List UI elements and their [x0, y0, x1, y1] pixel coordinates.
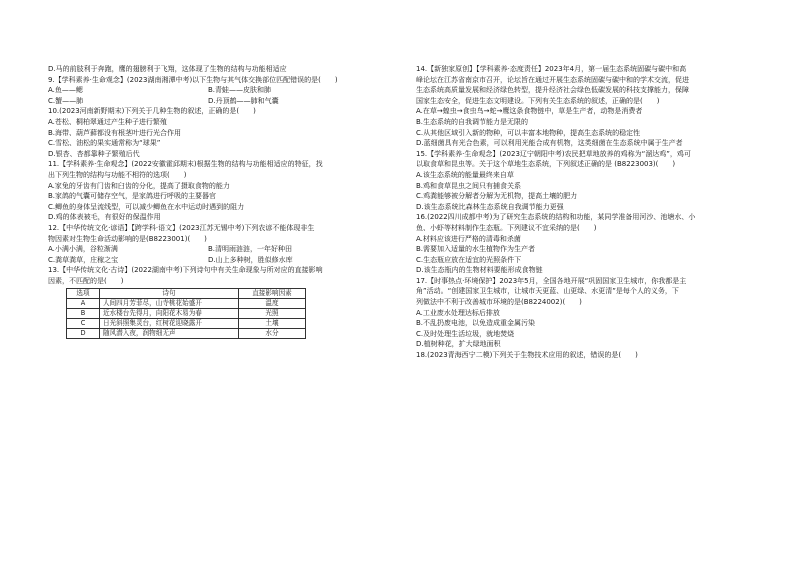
option-a: A.鱼——鳃 [48, 86, 83, 95]
option-d: D.该生态系统比森林生态系统自我调节能力更强 [416, 202, 564, 211]
table-cell: A [67, 299, 100, 309]
option-d: D.银杏、杏都靠种子繁殖后代 [48, 149, 140, 158]
question-14-stem: 14.【新独家原创】【学科素养·态度责任】2023年4月，第一届生态系统固碳与碳中和高 [416, 65, 687, 73]
table-cell: D [67, 329, 100, 339]
option-c: C.生态瓶应放在适宜的光照条件下 [416, 255, 522, 264]
question-9-options [48, 96, 368, 107]
option-c: C.从其他区域引入新的物种，可以丰富本地物种，提高生态系统的稳定性 [416, 128, 641, 137]
option-a: A.小满小满，谷粒渐满 [48, 245, 118, 254]
table-cell: C [67, 319, 100, 329]
table-cell: 温度 [239, 299, 306, 309]
question-12-stem-cont: 物因素对生物生命活动影响的是(B8223001)( ) [48, 234, 207, 243]
option-c: C.蟹——肺 [48, 96, 84, 105]
option-a: A.材料应该进行严格的清毒和杀菌 [416, 234, 521, 243]
question-17-stem-cont: 角”活动。“创建国家卫生城市，让城市天更蓝、山更绿、水更清”是每个人的义务，下 [416, 287, 679, 296]
question-11-stem: 11.【学科素养·生命观念】(2022安徽霍邱期末)根据生物的结构与功能相适应的特征，找 [48, 160, 323, 169]
option-d: D.该生态瓶内的生物材料要能形成食物链 [416, 266, 543, 275]
option-d: D.山上多种树，胜似修水库 [208, 255, 293, 264]
table-cell: 水分 [239, 329, 306, 339]
option-c: C.粪草粪草，庄稼之宝 [48, 255, 119, 264]
table-cell: 土壤 [239, 319, 306, 329]
option-b: B.青蛙——皮肤和肺 [208, 86, 272, 95]
question-17-stem: 17.【时事热点·环境保护】2023年5月，全国各地开展“巩固国家卫生城市，你我都是主 [416, 276, 687, 285]
question-14-stem-cont: 国家生态安全，促进生态文明建设。下列有关生态系统的叙述，正确的是( ) [416, 96, 660, 105]
question-17-stem-cont: 列做法中不利于改善城市环境的是(B8224002)( ) [416, 298, 582, 307]
question-13-stem: 13.【中华传统文化·古诗】(2022湖南中考)下列诗句中有关生命现象与所对应的直接影响 [48, 266, 323, 275]
option-a: A.在草→蝗虫→食虫鸟→蛇→鹰这条食物链中，草是生产者，动物是消费者 [416, 107, 643, 116]
option-b: B.清明雨涟涟，一年好种田 [208, 245, 293, 254]
option-d: D.植树种花，扩大绿地面积 [416, 340, 501, 349]
option-b: B.家鸽的气囊可储存空气，是家鸽进行呼吸的主要器官 [48, 192, 217, 201]
table-cell: 随风潜入夜，润物细无声 [100, 329, 239, 339]
option-b: B.海带、葫芦藓都没有根茎叶进行光合作用 [48, 128, 182, 137]
option-c: C.鲫鱼的身体呈流线型，可以减少鲫鱼在水中运动时遇到的阻力 [48, 202, 245, 211]
option-b: B.生态系统的自我调节能力是无限的 [416, 117, 529, 126]
table-header: 直接影响因素 [239, 289, 306, 299]
table-row [67, 319, 306, 329]
question-18-stem: 18.(2023青海西宁二模)下列关于生物技术应用的叙述，错误的是( ) [416, 351, 638, 360]
table-cell: 近水楼台先得月，向阳花木易为春 [100, 309, 239, 319]
left-column [48, 64, 368, 341]
question-16-stem-cont: 鱼、小虾等材料制作生态瓶。下列建议不宜采纳的是( ) [416, 223, 597, 232]
table-cell: 光照 [239, 309, 306, 319]
option-c: C.鸡粪能够被分解者分解为无机物，提高土壤的肥力 [416, 192, 578, 201]
option-a: A.苍松、桐柏翠通过产生种子进行繁殖 [48, 117, 167, 126]
question-12-stem: 12.【中华传统文化·谚语】【跨学科·语文】(2023江苏无锡中考)下列农谚不能体现非生 [48, 223, 315, 232]
question-13-stem-cont: 因素，不匹配的是( ) [48, 276, 124, 285]
question-16-stem: 16.(2022四川成都中考)为了研究生态系统的结构和功能，某同学准备用河沙、池塘水、小 [416, 213, 696, 222]
question-14-stem-cont: 峰论坛在江苏省南京市召开，论坛旨在通过开展生态系统固碳与碳中和的学术交流，促进 [416, 75, 689, 84]
table-row [67, 299, 306, 309]
option-c: C.及时处理生活垃圾，就地焚烧 [416, 329, 515, 338]
option-b: B.需要加入适量的水生植物作为生产者 [416, 245, 536, 254]
question-15-stem-cont: 以取食草和昆虫等。关于这个草地生态系统，下列叙述正确的是 (B8223003)( ) [416, 160, 676, 169]
question-9-options [48, 85, 368, 96]
question-12-options [48, 255, 368, 266]
option-a: A.该生态系统的能量最终来自草 [416, 170, 514, 179]
option-b: B.不乱扔废电池，以免造成重金属污染 [416, 319, 536, 328]
table-cell: B [67, 309, 100, 319]
question-10-stem: 10.(2023河南新野期末)下列关于几种生物的叙述，正确的是( ) [48, 107, 256, 116]
option-a: A.工业废水处理达标后排放 [416, 308, 500, 317]
table-header: 选项 [67, 289, 100, 299]
table-header: 诗句 [100, 289, 239, 299]
question-14-stem-cont: 生态系统高质量发展和经济绿色转型，提升经济社会绿色低碳发展的科技支撑能力，保障 [416, 86, 689, 95]
option-d: D.丹顶鹤——肺和气囊 [208, 96, 279, 105]
table-row [67, 309, 306, 319]
question-13-table [66, 288, 306, 339]
right-column [416, 64, 746, 361]
table-row [67, 329, 306, 339]
table-cell: 日光斜照集灵台，红树花迎晓露开 [100, 319, 239, 329]
question-12-options [48, 244, 368, 255]
question-15-stem: 15.【学科素养·生命观念】(2023辽宁朝阳中考)农民把草地放养的鸡称为“溜达鸡”，鸡可 [416, 149, 691, 158]
option-b: B.鸡和食草昆虫之间只有捕食关系 [416, 181, 522, 190]
option-d: D.蓝细菌具有光合色素，可以利用光能合成有机物，这类细菌在生态系统中属于生产者 [416, 139, 683, 148]
option-a: A.家兔的牙齿有门齿和臼齿的分化，提高了摄取食物的能力 [48, 181, 230, 190]
table-header-row [67, 289, 306, 299]
question-text: D.马的前肢利于奔跑，鹰的翅膀利于飞翔，这体现了生物的结构与功能相适应 [48, 65, 287, 73]
table-cell: 人间四月芳菲尽，山寺桃花始盛开 [100, 299, 239, 309]
question-11-stem-cont: 出下列生物的结构与功能不相符的选项( ) [48, 170, 187, 179]
question-9-stem: 9.【学科素养·生命观念】(2023湖南湘潭中考)以下生物与其气体交换部位匹配错误的是( ) [48, 75, 338, 84]
option-d: D.鸡的体表被毛，有很好的保温作用 [48, 213, 161, 222]
option-c: C.雪松、油松的果实通常称为“球果” [48, 139, 161, 148]
